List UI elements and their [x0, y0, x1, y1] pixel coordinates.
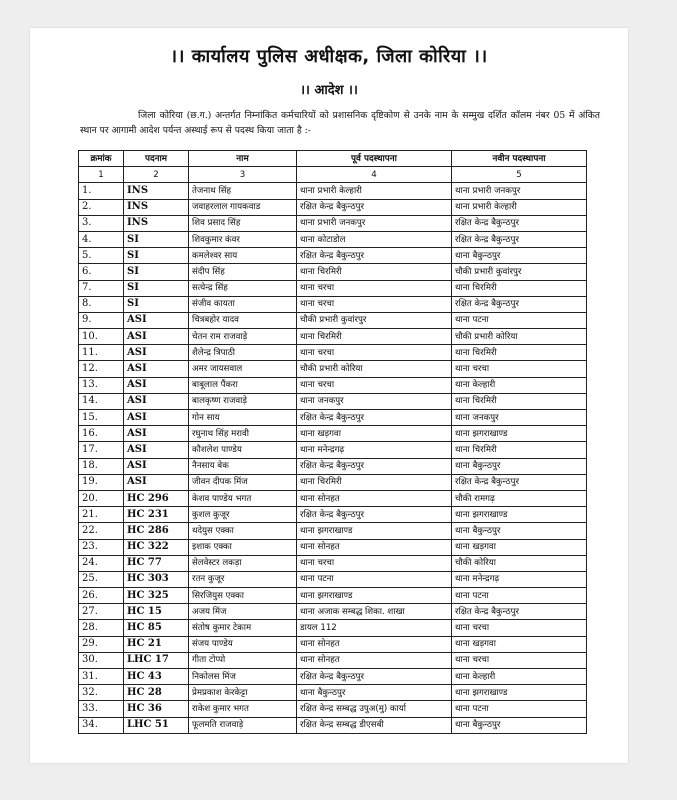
- designation-cell: ASI: [124, 377, 189, 393]
- designation-cell: INS: [124, 215, 189, 231]
- serial-cell: 23.: [79, 539, 124, 555]
- designation-cell: SI: [124, 248, 189, 264]
- previous-posting-cell: थाना खड़गवा: [297, 426, 452, 442]
- previous-posting-cell: रक्षित केन्द्र बैकुन्ठपुर: [297, 458, 452, 474]
- serial-cell: 33.: [79, 701, 124, 717]
- new-posting-cell: थाना खड़गवा: [452, 539, 587, 555]
- name-cell: फूलमति राजवाड़े: [189, 717, 297, 733]
- new-posting-cell: थाना बैकुन्ठपुर: [452, 717, 587, 733]
- name-cell: चेतन राम राजवाड़े: [189, 329, 297, 345]
- new-posting-cell: चौकी कोरिया: [452, 555, 587, 571]
- name-cell: शैलेन्द्र त्रिपाठी: [189, 345, 297, 361]
- previous-posting-cell: चौकी प्रभारी कोरिया: [297, 361, 452, 377]
- new-posting-cell: थाना पटना: [452, 701, 587, 717]
- new-posting-cell: रक्षित केन्द्र बैकुन्ठपुर: [452, 215, 587, 231]
- designation-cell: HC 21: [124, 636, 189, 652]
- serial-cell: 17.: [79, 442, 124, 458]
- new-posting-cell: थाना चिरमिरी: [452, 280, 587, 296]
- header-serial: क्रमांक: [79, 151, 124, 167]
- serial-cell: 7.: [79, 280, 124, 296]
- new-posting-cell: रक्षित केन्द्र बैकुन्ठपुर: [452, 296, 587, 312]
- serial-cell: 27.: [79, 604, 124, 620]
- serial-cell: 4.: [79, 231, 124, 247]
- document-subtitle: ।। आदेश ।।: [300, 83, 358, 98]
- designation-cell: HC 85: [124, 620, 189, 636]
- name-cell: बालकृष्ण राजवाड़े: [189, 393, 297, 409]
- new-posting-cell: रक्षित केन्द्र बैकुन्ठपुर: [452, 474, 587, 490]
- new-posting-cell: थाना चरचा: [452, 361, 587, 377]
- previous-posting-cell: रक्षित केन्द्र बैकुन्ठपुर: [297, 507, 452, 523]
- previous-posting-cell: चौकी प्रभारी कुवांरपुर: [297, 312, 452, 328]
- serial-cell: 25.: [79, 571, 124, 587]
- table-row: [79, 458, 587, 474]
- serial-cell: 22.: [79, 523, 124, 539]
- designation-cell: HC 43: [124, 669, 189, 685]
- column-number: 1: [79, 167, 124, 183]
- previous-posting-cell: थाना कोटाडोल: [297, 231, 452, 247]
- designation-cell: ASI: [124, 426, 189, 442]
- designation-cell: HC 303: [124, 571, 189, 587]
- designation-cell: INS: [124, 183, 189, 199]
- name-cell: संजीव कायता: [189, 296, 297, 312]
- designation-cell: HC 15: [124, 604, 189, 620]
- designation-cell: ASI: [124, 312, 189, 328]
- designation-cell: HC 36: [124, 701, 189, 717]
- column-number-row: [79, 167, 587, 183]
- designation-cell: HC 296: [124, 490, 189, 506]
- name-cell: जवाहरलाल गायकवाड: [189, 199, 297, 215]
- new-posting-cell: चौकी रामगढ़: [452, 490, 587, 506]
- name-cell: चित्रबहोर यादव: [189, 312, 297, 328]
- serial-cell: 11.: [79, 345, 124, 361]
- serial-cell: 16.: [79, 426, 124, 442]
- name-cell: कौशलेश पाण्डेय: [189, 442, 297, 458]
- previous-posting-cell: थाना प्रभारी केल्हारी: [297, 183, 452, 199]
- previous-posting-cell: थाना चरचा: [297, 555, 452, 571]
- table-row: [79, 523, 587, 539]
- serial-cell: 6.: [79, 264, 124, 280]
- name-cell: रघुनाथ सिंह मरावी: [189, 426, 297, 442]
- document-page: [30, 28, 628, 763]
- table-row: [79, 620, 587, 636]
- serial-cell: 14.: [79, 393, 124, 409]
- previous-posting-cell: थाना सोनहत: [297, 490, 452, 506]
- header-previous-posting: पूर्व पदस्थापना: [297, 151, 452, 167]
- designation-cell: SI: [124, 280, 189, 296]
- table-row: [79, 669, 587, 685]
- serial-cell: 32.: [79, 685, 124, 701]
- designation-cell: LHC 17: [124, 652, 189, 668]
- designation-cell: INS: [124, 199, 189, 215]
- table-row: [79, 588, 587, 604]
- new-posting-cell: थाना चिरमिरी: [452, 442, 587, 458]
- previous-posting-cell: रक्षित केन्द्र बैकुन्ठपुर: [297, 199, 452, 215]
- table-row: [79, 361, 587, 377]
- table-row: [79, 717, 587, 733]
- name-cell: कमलेश्वर साय: [189, 248, 297, 264]
- previous-posting-cell: थाना अजाक सम्बद्ध शिका. शाखा: [297, 604, 452, 620]
- table-row: [79, 442, 587, 458]
- serial-cell: 15.: [79, 410, 124, 426]
- designation-cell: HC 325: [124, 588, 189, 604]
- name-cell: सत्येन्द्र सिंह: [189, 280, 297, 296]
- name-cell: शिव प्रसाद सिंह: [189, 215, 297, 231]
- designation-cell: HC 28: [124, 685, 189, 701]
- table-row: [79, 571, 587, 587]
- table-row: [79, 248, 587, 264]
- previous-posting-cell: थाना सोनहत: [297, 636, 452, 652]
- name-cell: गोन साय: [189, 410, 297, 426]
- new-posting-cell: थाना केल्हारी: [452, 377, 587, 393]
- table-row: [79, 507, 587, 523]
- serial-cell: 28.: [79, 620, 124, 636]
- new-posting-cell: थाना चिरमिरी: [452, 345, 587, 361]
- transfer-table: [78, 150, 587, 734]
- table-row: [79, 199, 587, 215]
- previous-posting-cell: थाना चरचा: [297, 280, 452, 296]
- table-row: [79, 280, 587, 296]
- table-row: [79, 312, 587, 328]
- column-number: 2: [124, 167, 189, 183]
- previous-posting-cell: थाना जनकपुर: [297, 393, 452, 409]
- previous-posting-cell: रक्षित केन्द्र सम्बद्ध डीएसबी: [297, 717, 452, 733]
- table-row: [79, 296, 587, 312]
- name-cell: सिरजियुस एक्का: [189, 588, 297, 604]
- name-cell: शिवकुमार कंवर: [189, 231, 297, 247]
- document-title: ।। कार्यालय पुलिस अधीक्षक, जिला कोरिया ।।: [170, 46, 488, 67]
- serial-cell: 9.: [79, 312, 124, 328]
- serial-cell: 24.: [79, 555, 124, 571]
- designation-cell: ASI: [124, 458, 189, 474]
- new-posting-cell: थाना प्रभारी जनकपुर: [452, 183, 587, 199]
- table-row: [79, 652, 587, 668]
- new-posting-cell: रक्षित केन्द्र बैकुन्ठपुर: [452, 604, 587, 620]
- serial-cell: 8.: [79, 296, 124, 312]
- header-row: [79, 151, 587, 167]
- designation-cell: ASI: [124, 442, 189, 458]
- new-posting-cell: थाना झगराखाण्ड: [452, 685, 587, 701]
- serial-cell: 5.: [79, 248, 124, 264]
- name-cell: गीता टोप्पो: [189, 652, 297, 668]
- serial-cell: 10.: [79, 329, 124, 345]
- previous-posting-cell: थाना चरचा: [297, 377, 452, 393]
- serial-cell: 31.: [79, 669, 124, 685]
- designation-cell: ASI: [124, 474, 189, 490]
- designation-cell: ASI: [124, 329, 189, 345]
- previous-posting-cell: थाना सोनहत: [297, 652, 452, 668]
- new-posting-cell: थाना खड़गवा: [452, 636, 587, 652]
- name-cell: अजय मिंज: [189, 604, 297, 620]
- name-cell: प्रेमप्रकाश केरकेट्टा: [189, 685, 297, 701]
- previous-posting-cell: थाना झगराखाण्ड: [297, 523, 452, 539]
- column-number: 3: [189, 167, 297, 183]
- previous-posting-cell: थाना चरचा: [297, 345, 452, 361]
- new-posting-cell: थाना प्रभारी केल्हारी: [452, 199, 587, 215]
- serial-cell: 19.: [79, 474, 124, 490]
- designation-cell: HC 286: [124, 523, 189, 539]
- designation-cell: ASI: [124, 361, 189, 377]
- column-number: 5: [452, 167, 587, 183]
- designation-cell: LHC 51: [124, 717, 189, 733]
- table-row: [79, 474, 587, 490]
- new-posting-cell: थाना केल्हारी: [452, 669, 587, 685]
- table-row: [79, 604, 587, 620]
- name-cell: कुशल कुजूर: [189, 507, 297, 523]
- new-posting-cell: थाना चिरमिरी: [452, 393, 587, 409]
- table-row: [79, 410, 587, 426]
- header-new-posting: नवीन पदस्थापना: [452, 151, 587, 167]
- table-row: [79, 636, 587, 652]
- new-posting-cell: थाना झगराखाण्ड: [452, 507, 587, 523]
- name-cell: केशव पाण्डेय भगत: [189, 490, 297, 506]
- serial-cell: 26.: [79, 588, 124, 604]
- new-posting-cell: थाना बैकुन्ठपुर: [452, 523, 587, 539]
- header-name: नाम: [189, 151, 297, 167]
- designation-cell: SI: [124, 264, 189, 280]
- name-cell: बाबूलाल पैंकरा: [189, 377, 297, 393]
- previous-posting-cell: थाना पटना: [297, 571, 452, 587]
- previous-posting-cell: थाना बैकुन्ठपुर: [297, 685, 452, 701]
- table-row: [79, 215, 587, 231]
- designation-cell: SI: [124, 231, 189, 247]
- table-row: [79, 701, 587, 717]
- new-posting-cell: थाना मनेन्द्रगढ़: [452, 571, 587, 587]
- previous-posting-cell: रक्षित केन्द्र सम्बद्ध उपुअ(मु) कार्या: [297, 701, 452, 717]
- table-row: [79, 490, 587, 506]
- new-posting-cell: चौकी प्रभारी कोरिया: [452, 329, 587, 345]
- table-row: [79, 231, 587, 247]
- serial-cell: 12.: [79, 361, 124, 377]
- previous-posting-cell: थाना मनेन्द्रगढ़: [297, 442, 452, 458]
- previous-posting-cell: रक्षित केन्द्र बैकुन्ठपुर: [297, 669, 452, 685]
- previous-posting-cell: थाना चिरमिरी: [297, 329, 452, 345]
- new-posting-cell: थाना पटना: [452, 588, 587, 604]
- name-cell: अमर जायसवाल: [189, 361, 297, 377]
- name-cell: जीवन दीपक मिंज: [189, 474, 297, 490]
- serial-cell: 30.: [79, 652, 124, 668]
- table-row: [79, 264, 587, 280]
- serial-cell: 3.: [79, 215, 124, 231]
- header-designation: पदनाम: [124, 151, 189, 167]
- designation-cell: ASI: [124, 410, 189, 426]
- table-row: [79, 539, 587, 555]
- name-cell: इशाक एक्का: [189, 539, 297, 555]
- designation-cell: HC 231: [124, 507, 189, 523]
- new-posting-cell: थाना झगराखाण्ड: [452, 426, 587, 442]
- serial-cell: 18.: [79, 458, 124, 474]
- table-row: [79, 377, 587, 393]
- name-cell: तेजनाथ सिंह: [189, 183, 297, 199]
- new-posting-cell: रक्षित केन्द्र बैकुन्ठपुर: [452, 231, 587, 247]
- previous-posting-cell: रक्षित केन्द्र बैकुन्ठपुर: [297, 410, 452, 426]
- designation-cell: SI: [124, 296, 189, 312]
- serial-cell: 20.: [79, 490, 124, 506]
- previous-posting-cell: थाना चिरमिरी: [297, 474, 452, 490]
- previous-posting-cell: डायल 112: [297, 620, 452, 636]
- previous-posting-cell: थाना सोनहत: [297, 539, 452, 555]
- table-row: [79, 426, 587, 442]
- designation-cell: ASI: [124, 345, 189, 361]
- new-posting-cell: थाना बैकुन्ठपुर: [452, 458, 587, 474]
- new-posting-cell: थाना चरचा: [452, 652, 587, 668]
- table-row: [79, 183, 587, 199]
- column-number: 4: [297, 167, 452, 183]
- previous-posting-cell: थाना झगराखाण्ड: [297, 588, 452, 604]
- new-posting-cell: थाना बैकुन्ठपुर: [452, 248, 587, 264]
- name-cell: संदीप सिंह: [189, 264, 297, 280]
- name-cell: निकोलस मिंज: [189, 669, 297, 685]
- previous-posting-cell: रक्षित केन्द्र बैकुन्ठपुर: [297, 248, 452, 264]
- serial-cell: 34.: [79, 717, 124, 733]
- serial-cell: 2.: [79, 199, 124, 215]
- table-row: [79, 393, 587, 409]
- designation-cell: HC 77: [124, 555, 189, 571]
- name-cell: थदेयुस एक्का: [189, 523, 297, 539]
- designation-cell: HC 322: [124, 539, 189, 555]
- new-posting-cell: थाना पटना: [452, 312, 587, 328]
- table-row: [79, 555, 587, 571]
- name-cell: संजय पाण्डेय: [189, 636, 297, 652]
- table-row: [79, 329, 587, 345]
- serial-cell: 13.: [79, 377, 124, 393]
- previous-posting-cell: थाना चिरमिरी: [297, 264, 452, 280]
- name-cell: राकेश कुमार भगत: [189, 701, 297, 717]
- table-row: [79, 685, 587, 701]
- name-cell: रतन कुजूर: [189, 571, 297, 587]
- serial-cell: 21.: [79, 507, 124, 523]
- previous-posting-cell: थाना चरचा: [297, 296, 452, 312]
- name-cell: सेलवेस्टर लकड़ा: [189, 555, 297, 571]
- table-row: [79, 345, 587, 361]
- new-posting-cell: थाना चरचा: [452, 620, 587, 636]
- designation-cell: ASI: [124, 393, 189, 409]
- serial-cell: 1.: [79, 183, 124, 199]
- name-cell: संतोष कुमार टेकाम: [189, 620, 297, 636]
- table-body: [79, 183, 587, 733]
- new-posting-cell: थाना जनकपुर: [452, 410, 587, 426]
- intro-paragraph: जिला कोरिया (छ.ग.) अन्तर्गत निम्नांकित कर्मचारियों को प्रशासनिक दृष्टिकोण से उनके नाम के सम्मुख दर्शित कॉलम नंबर 05 में अंकित स्थान पर आगामी आदेश पर्यन्त अस्थाई रूप से पदस्थ किया जाता है :-: [80, 110, 600, 136]
- serial-cell: 29.: [79, 636, 124, 652]
- name-cell: नैनसाय बेक: [189, 458, 297, 474]
- new-posting-cell: चौकी प्रभारी कुवांरपुर: [452, 264, 587, 280]
- previous-posting-cell: थाना प्रभारी जनकपुर: [297, 215, 452, 231]
